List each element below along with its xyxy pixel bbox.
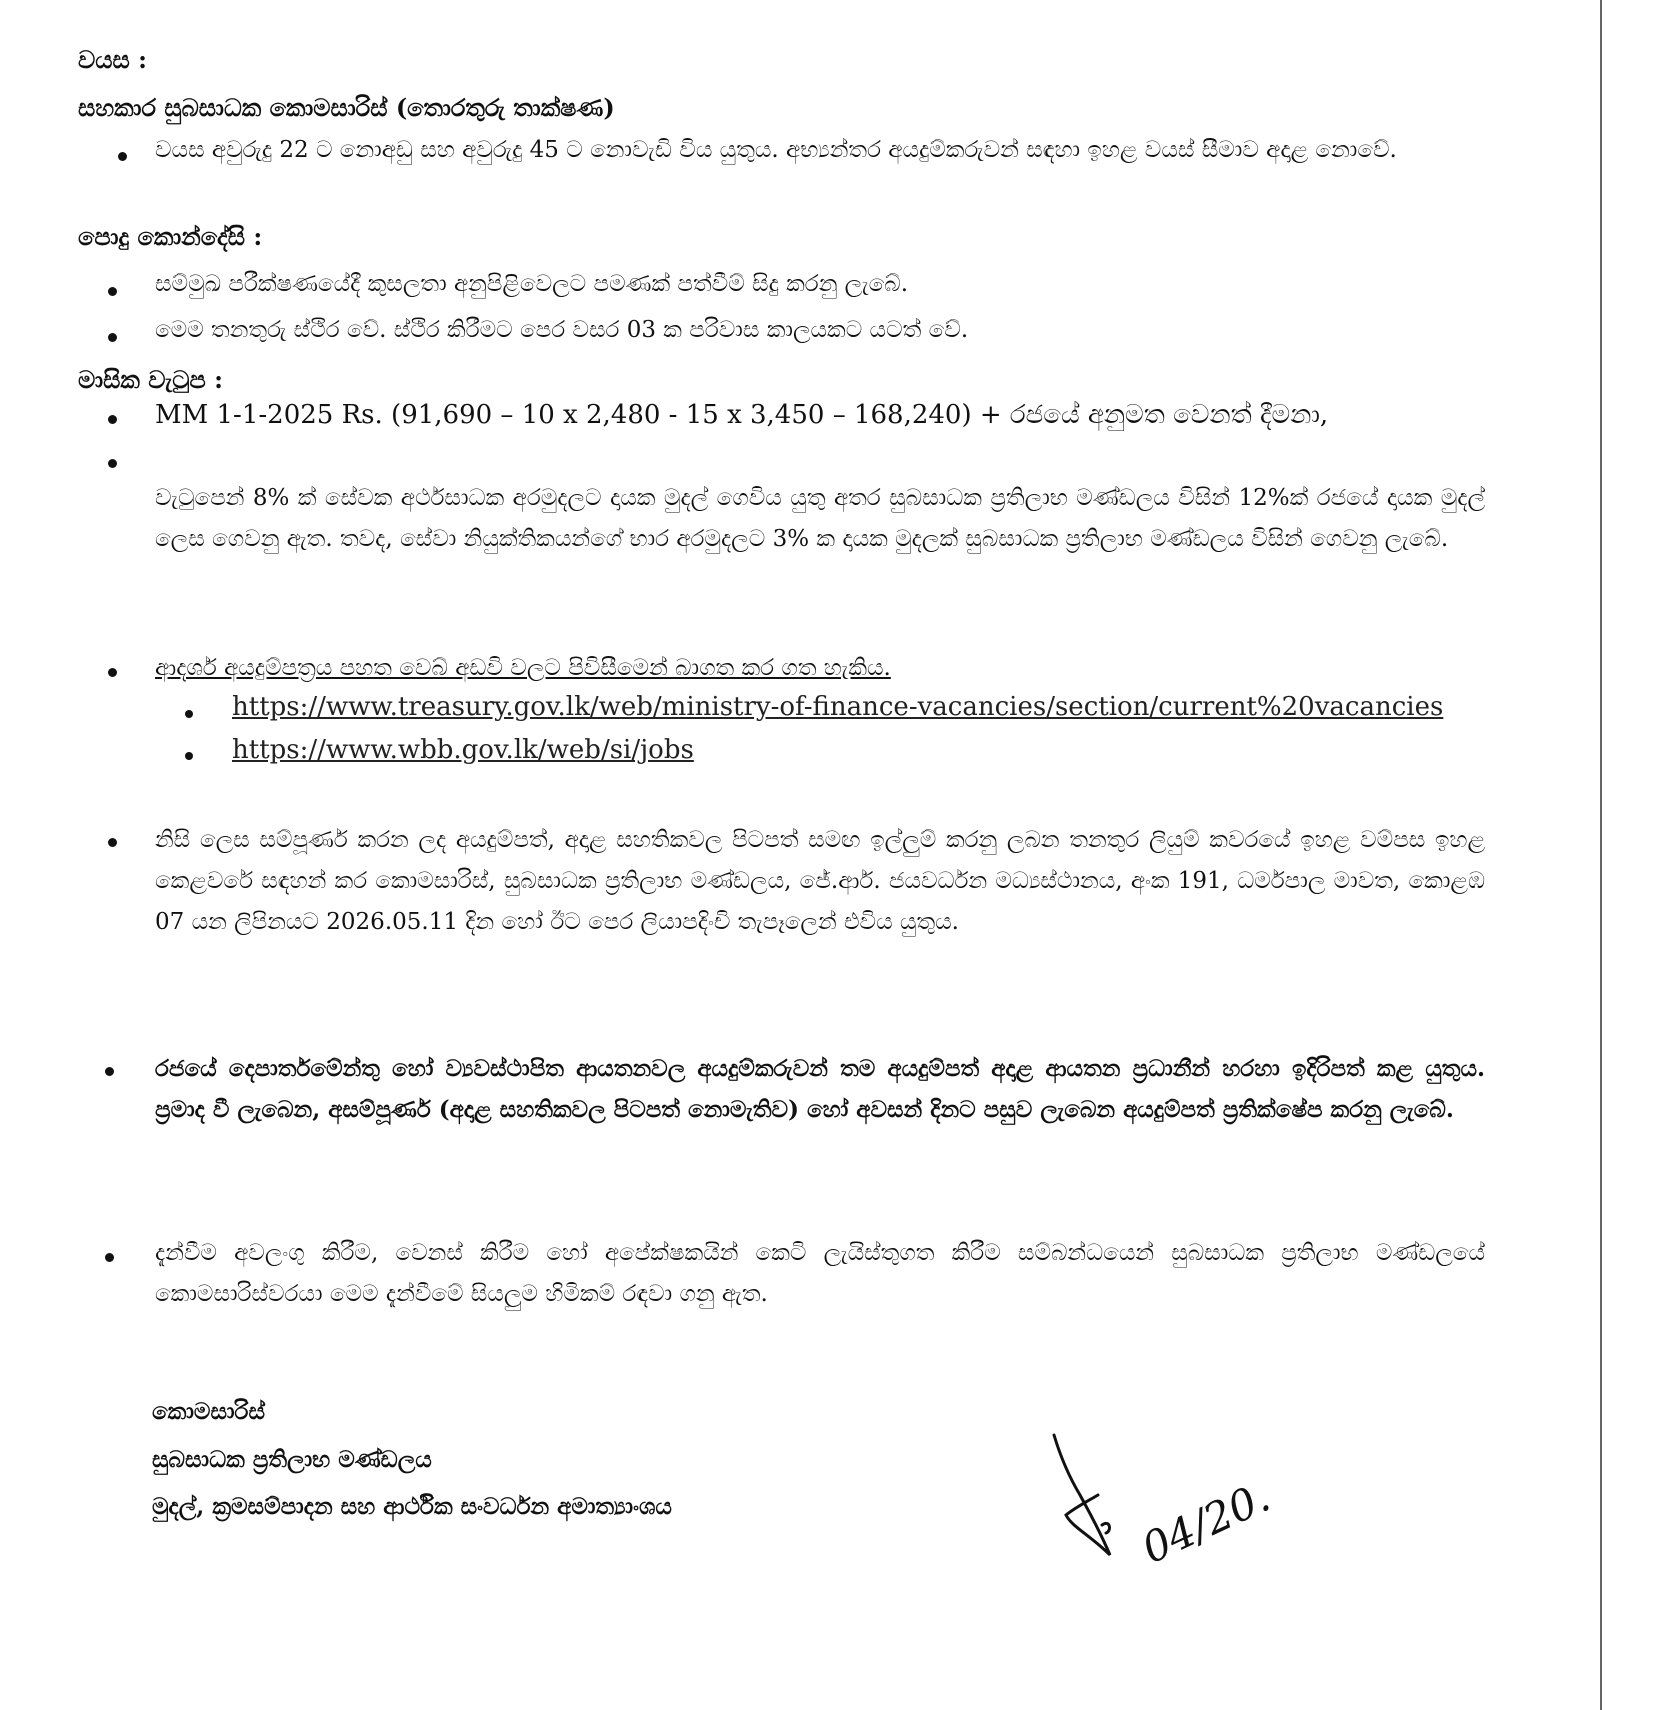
- bullet: [105, 1253, 114, 1262]
- bullet: [108, 333, 117, 342]
- general-condition-2: මෙම තනතුරු ස්ථිර වේ. ස්ථිර කිරීමට පෙර වසර 03 ක පරිවාස කාලයකට යටත් වේ.: [155, 317, 969, 343]
- general-conditions-heading: පොදු කොන්දේසි :: [78, 222, 263, 251]
- government-applicants-text: රජයේ දෙපාර්තමේන්තු හෝ ව්‍යවස්ථාපිත ආයතනවල අයදුම්කරුවන් තම අයදුම්පත් අදාළ ආයතන ප්‍රධානීන් හරහා ඉදිරිපත් කළ යුතුය. ප්‍රමාද වී ලැබෙන, අසම්පූර්ණ (අදාළ සහතිකවල පිටපත් නොමැතිව) හෝ අවසන් දිනට පසුව ලැබෙන අයදුම්පත් ප්‍රතික්ෂේප කරනු ලැබේ.: [155, 1055, 1485, 1123]
- bullet: [118, 152, 127, 161]
- age-requirement-text: වයස අවුරුදු 22 ට නොඅඩු සහ අවුරුදු 45 ට නොවැඩි විය යුතුය. අභ්‍යන්තර අයදුම්කරුවන් සඳහා ඉහළ වයස් සීමාව අදාළ නොවේ.: [155, 137, 1397, 163]
- signatory-title: කොමසාරිස්: [152, 1398, 265, 1425]
- bullet: [108, 668, 117, 677]
- wbb-jobs-link[interactable]: https://www.wbb.gov.lk/web/si/jobs: [232, 735, 694, 765]
- bullet: [108, 287, 117, 296]
- bullet: [108, 838, 117, 847]
- age-heading: වයස :: [78, 45, 147, 74]
- bullet: [105, 1067, 114, 1076]
- handwritten-signature: [1050, 1415, 1290, 1575]
- bullet: [108, 415, 117, 424]
- application-download-text: ආදර්ශ අයදුම්පත්‍රය පහත වෙබ් අඩවි වලට පිවිසීමෙන් බාගත කර ගත හැකිය.: [155, 655, 891, 681]
- bullet: [108, 459, 117, 468]
- page-edge-rule: [1600, 0, 1602, 1710]
- handwritten-date: 04/20.: [1134, 1471, 1278, 1574]
- signatory-ministry: මුදල්, ක්‍රමසම්පාදන සහ ආර්ථික සංවර්ධන අමාත්‍යාංශය: [152, 1493, 672, 1520]
- treasury-vacancies-link[interactable]: https://www.treasury.gov.lk/web/ministry-of-finance-vacancies/section/current%20vacancies: [232, 692, 1444, 722]
- bullet: [185, 710, 193, 718]
- rights-reserved-text: දැන්වීම අවලංගු කිරීම, වෙනස් කිරීම හෝ අපේක්ෂකයින් කෙටි ලැයිස්තුගත කිරීම සම්බන්ධයෙන් සුබසාධක ප්‍රතිලාභ මණ්ඩලයේ කොමසාරිස්වරයා මෙම දැන්වීමේ සියලුම හිමිකම් රඳවා ගනු ඇත.: [155, 1240, 1485, 1307]
- bullet: [185, 752, 193, 760]
- signatory-board: සුබසාධක ප්‍රතිලාභ මණ්ඩලය: [152, 1446, 432, 1473]
- submission-instructions-text: නිසි ලෙස සම්පූර්ණ කරන ලද අයදුම්පත්, අදාළ සහතිකවල පිටපත් සමඟ ඉල්ලුම් කරනු ලබන තනතුර ලියුම් කවරයේ ඉහළ වම්පස ඉහළ කෙළවරේ සඳහන් කර කොමසාරිස්, සුබසාධක ප්‍රතිලාභ මණ්ඩලය, ජේ.ආර්. ජයවර්ධන මධ්‍යස්ථානය, අංක 191, ධර්මපාල මාවත, කොළඹ 07 යන ලිපිනයට 2026.05.11 දින හෝ ඊට පෙර ලියාපදිංචි තැපෑලෙන් එවිය යුතුය.: [155, 827, 1485, 935]
- general-condition-1: සම්මුඛ පරීක්ෂණයේදී කුසලතා අනුපිළිවෙලට පමණක් පත්වීම් සිදු කරනු ලැබේ.: [155, 271, 909, 297]
- monthly-salary-heading: මාසික වැටුප :: [78, 365, 223, 394]
- salary-scale-text: MM 1-1-2025 Rs. (91,690 – 10 x 2,480 - 15 x 3,450 – 168,240) + රජයේ අනුමත වෙනත් දීමනා,: [155, 400, 1329, 430]
- salary-contribution-text: වැටුපෙන් 8% ක් සේවක අර්ථසාධක අරමුදලට දායක මුදල් ගෙවිය යුතු අතර සුබසාධක ප්‍රතිලාභ මණ්ඩලය විසින් 12%ක් රජයේ දායක මුදල් ලෙස ගෙවනු ඇත. තවද, සේවා නියුක්තිකයන්ගේ භාර අරමුදලට 3% ක දායක මුදලක් සුබසාධක ප්‍රතිලාභ මණ්ඩලය විසින් ගෙවනු ලැබේ.: [155, 485, 1485, 552]
- post-title-heading: සහකාර සුබසාධක කොමසාරිස් (තොරතුරු තාක්ෂණ): [78, 93, 615, 122]
